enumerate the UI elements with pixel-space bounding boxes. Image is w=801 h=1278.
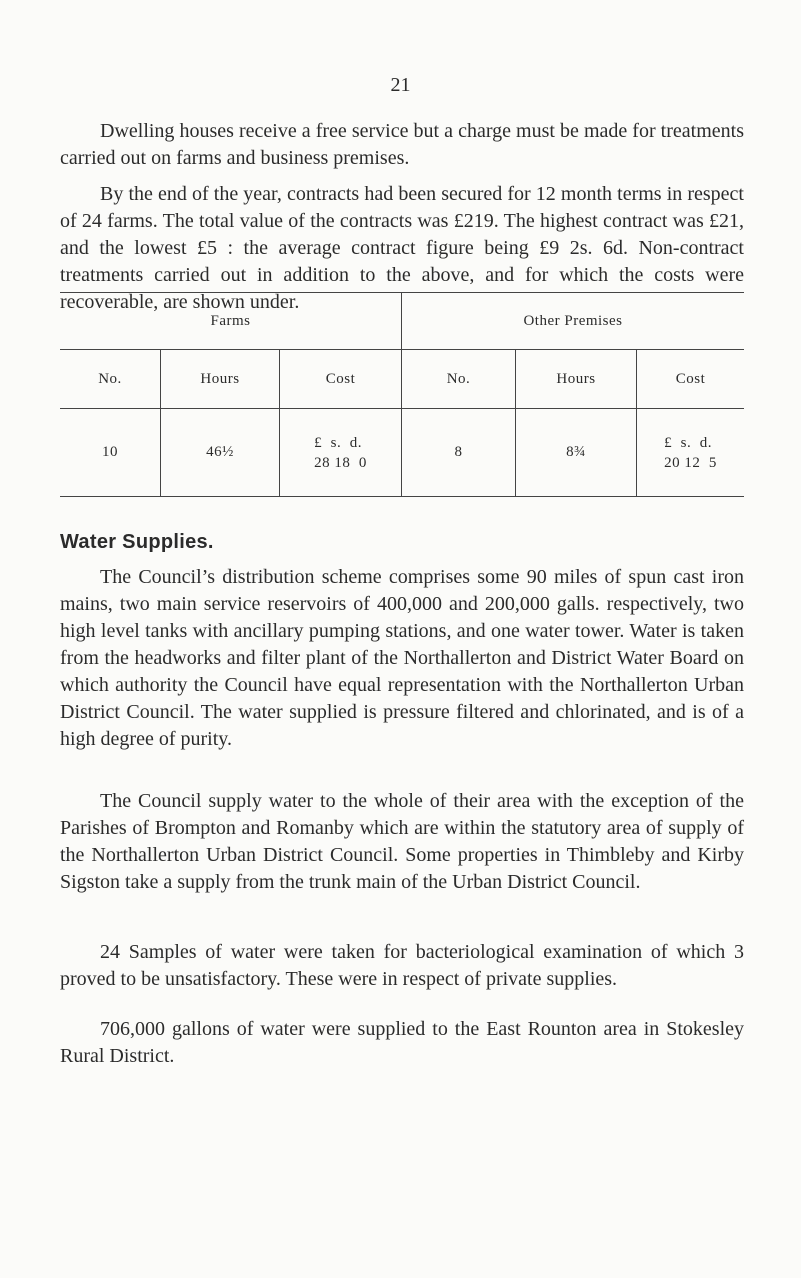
other-no-cell: 8 — [402, 409, 516, 497]
col-header-farms-hours: Hours — [161, 350, 280, 409]
farms-hours-cell: 46½ — [161, 409, 280, 497]
water-paragraph-1: The Council’s distribution scheme comprises some 90 miles of spun cast iron mains, two main service reservoirs of 400,000 and 200,000 galls. respectively, two high level tanks with ancillary pumping stations, and one water tower. Water is taken from the headworks and filter plant of the Northallerton and District Water Board on which authority the Council have equal representation with the Northallerton Urban District Council. The water supplied is pressure filtered and chlorinated, and is of a high degree of purity. — [60, 566, 744, 750]
farms-cost-cell — [280, 409, 402, 497]
other-cost-value: 20 12 5 — [664, 454, 717, 471]
other-cost-units: £ s. d. — [664, 434, 712, 451]
water-supplies-heading: Water Supplies. — [60, 531, 214, 553]
water-paragraph-4: 706,000 gallons of water were supplied to the East Rounton area in Stokesley Rural District. — [60, 1018, 744, 1067]
col-header-farms-cost: Cost — [280, 350, 402, 409]
page-number: 21 — [390, 74, 411, 96]
farms-no-cell: 10 — [60, 409, 161, 497]
farms-cost-value: 28 18 0 — [314, 454, 367, 471]
col-header-other-hours: Hours — [516, 350, 637, 409]
water-paragraph-2: The Council supply water to the whole of their area with the exception of the Parishes of Brompton and Romanby which are within the statutory area of supply of the Northallerton Urban District Council. Some properties in Thimbleby and Kirby Sigston take a supply from the trunk main of the Urban District Council. — [60, 790, 744, 893]
other-hours-cell: 8¾ — [516, 409, 637, 497]
treatments-table — [60, 292, 744, 497]
water-paragraph-3: 24 Samples of water were taken for bacteriological examination of which 3 proved to be unsatisfactory. These were in respect of private supplies. — [60, 941, 744, 990]
farms-group-header: Farms — [60, 293, 402, 350]
intro-paragraph-2: By the end of the year, contracts had been secured for 12 month terms in respect of 24 farms. The total value of the contracts was £219. The highest contract was £21, and the lowest £5 : the average contract figure being £9 2s. 6d. Non-contract treatments carried out in addition to the above, and for which the costs were recoverable, are shown under. — [60, 183, 744, 313]
col-header-farms-no: No. — [60, 350, 161, 409]
col-header-other-cost: Cost — [637, 350, 745, 409]
other-cost-cell — [637, 409, 745, 497]
farms-cost-units: £ s. d. — [314, 434, 362, 451]
intro-paragraph-1: Dwelling houses receive a free service but a charge must be made for treatments carried out on farms and business premises. — [60, 120, 744, 169]
other-premises-group-header: Other Premises — [402, 293, 745, 350]
col-header-other-no: No. — [402, 350, 516, 409]
